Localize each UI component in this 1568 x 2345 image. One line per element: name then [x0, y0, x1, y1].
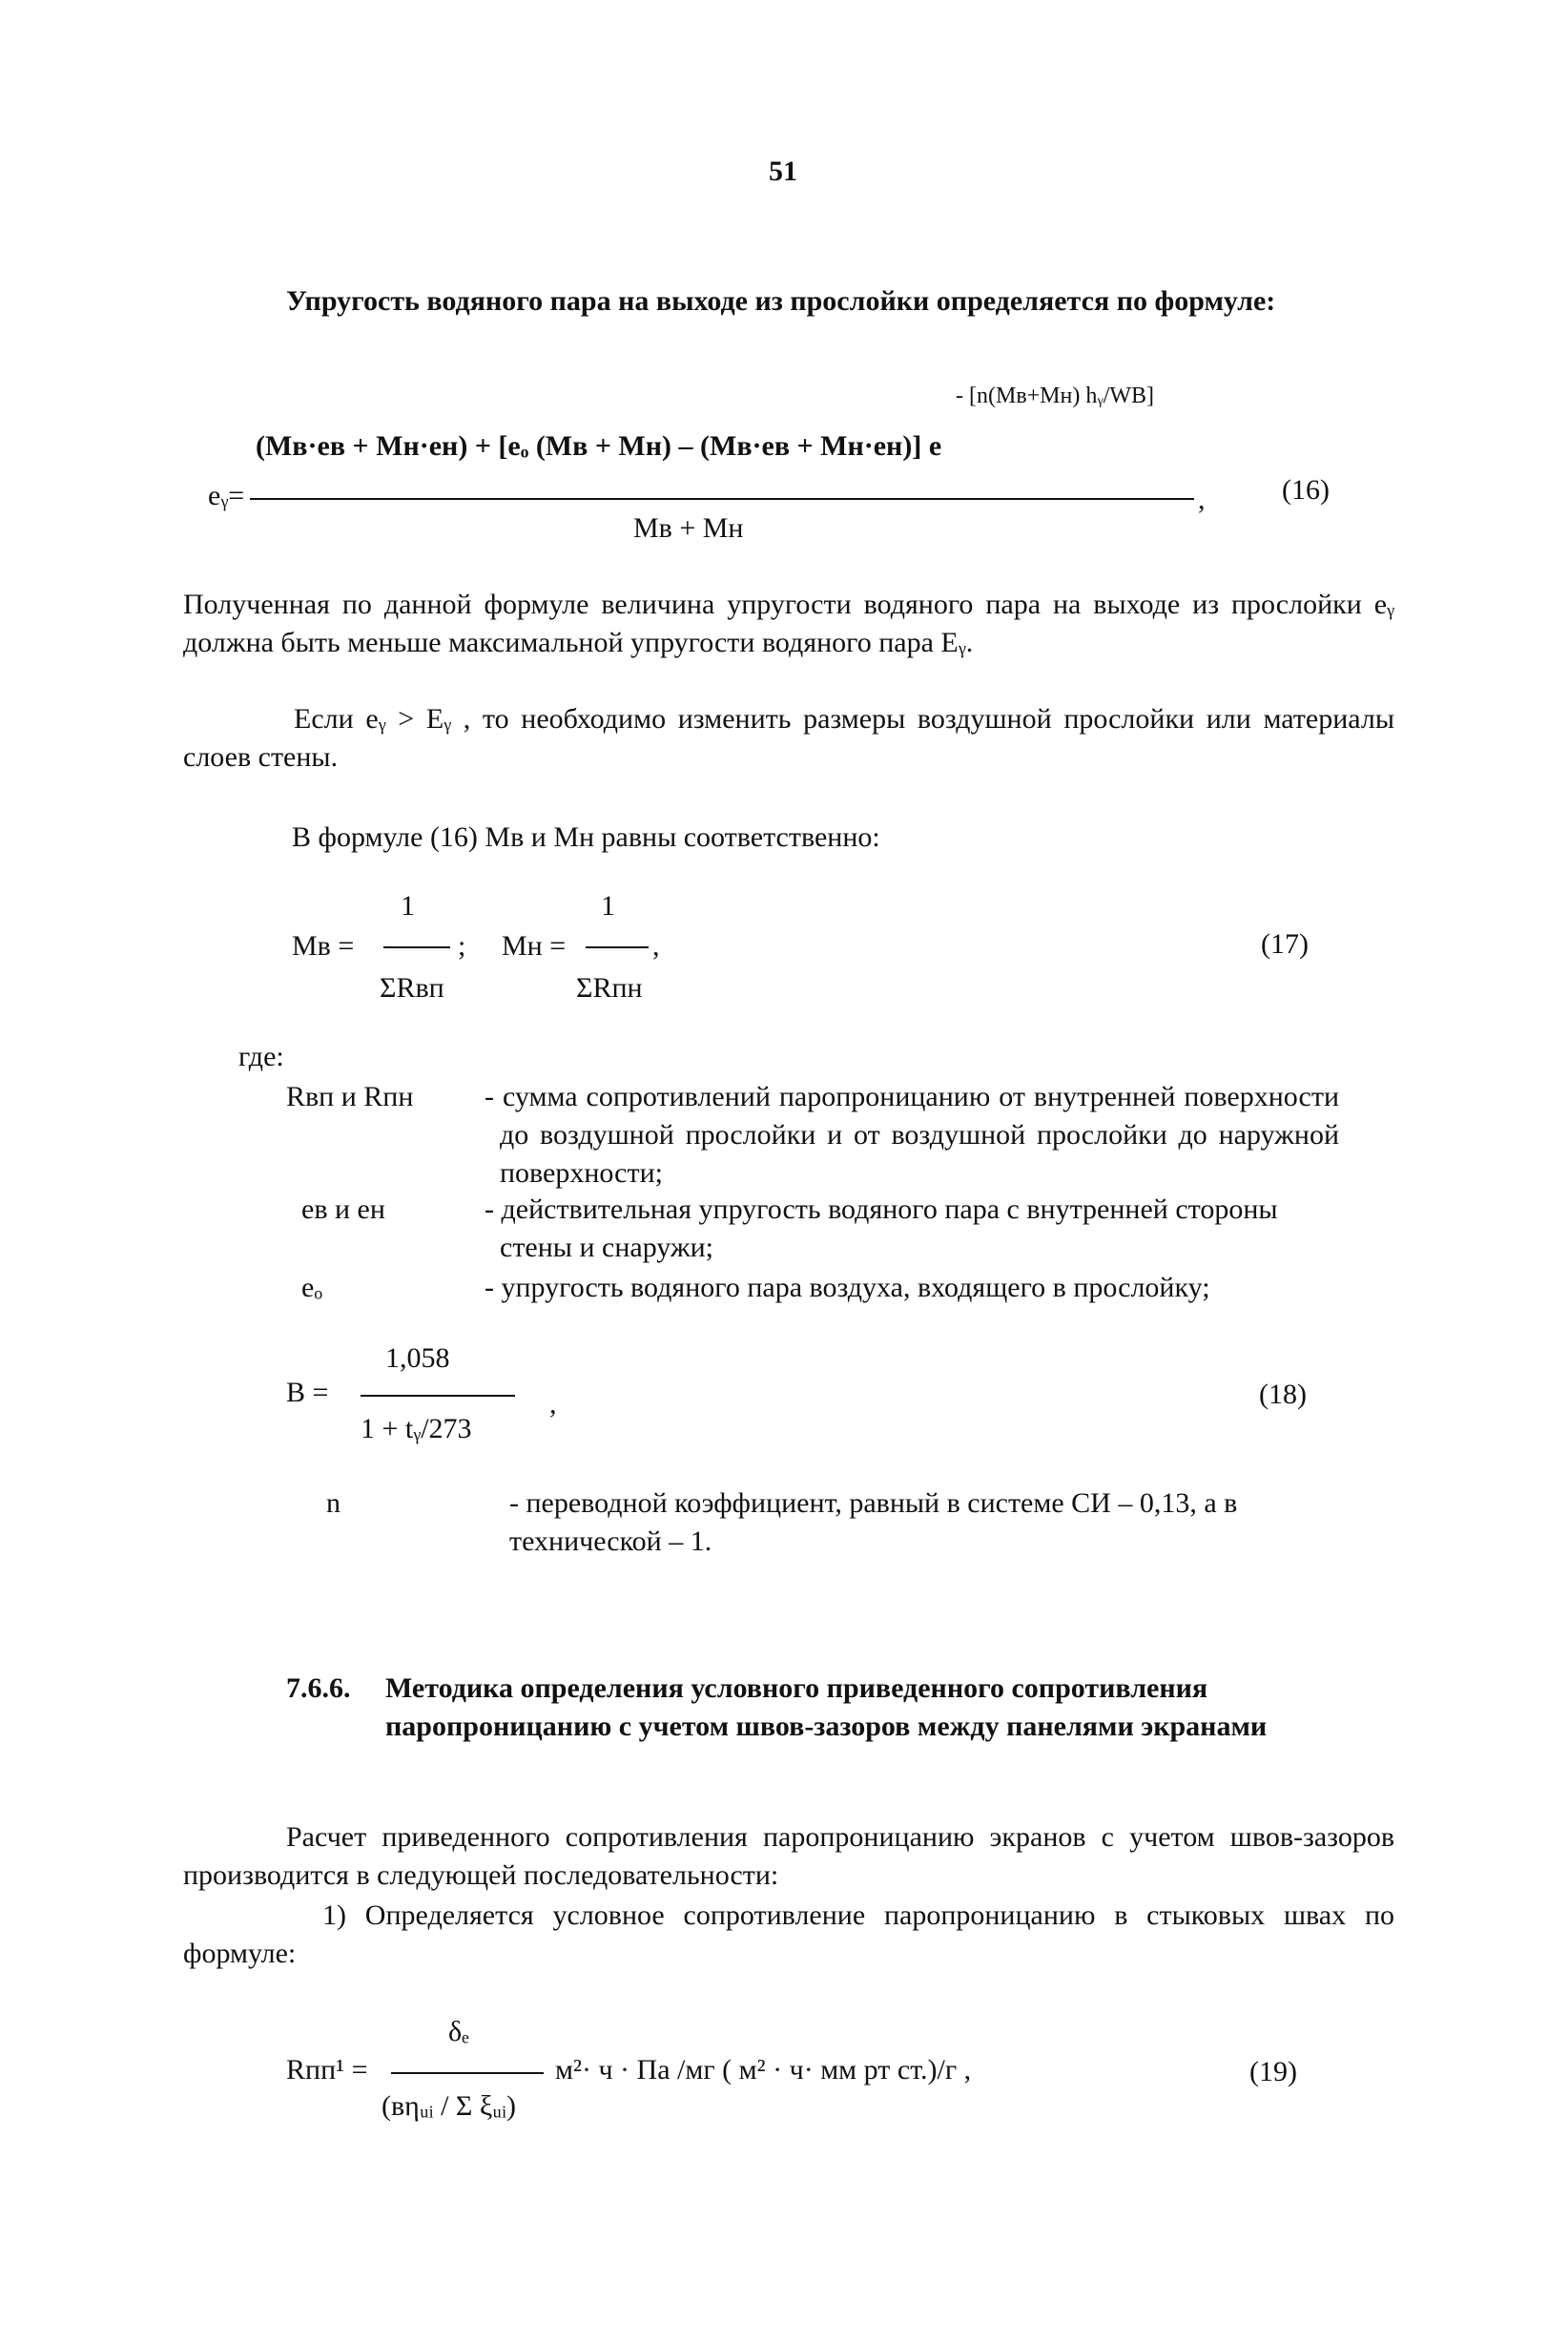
section-title: Методика определения условного приведенного сопротивления паропроницанию с учетом швов-зазоров между панелями экранами [385, 1672, 1268, 1742]
eq18-comma: , [549, 1388, 557, 1420]
eq17-separator: ; [458, 930, 466, 962]
where-label: где: [238, 1041, 284, 1072]
eq19-number: (19) [1249, 2056, 1297, 2087]
paragraph-result: Полученная по данной формуле величина упругости водяного пара на выходе из прослойки eᵧ должна быть меньше максимальной упругости водяного пара Eᵧ. [183, 589, 1394, 658]
eq17-mn-label: Mн = [502, 930, 567, 962]
eq17-mv-label: Mв = [292, 930, 355, 962]
eq17-mv-denominator: ΣRвп [380, 972, 444, 1004]
definition-text: - упругость водяного пара воздуха, входящего в прослойку; [485, 1272, 1210, 1303]
eq16-comma: , [1198, 484, 1206, 515]
eq18-number: (18) [1259, 1379, 1307, 1410]
eq17-number: (17) [1261, 928, 1309, 960]
eq19-denominator: (вηᵤᵢ / Σ ξᵤᵢ) [382, 2090, 516, 2122]
paragraph-calc: Расчет приведенного сопротивления паропроницанию экранов с учетом швов-зазоров производится в следующей последовательности: [183, 1821, 1394, 1891]
section-number: 7.6.6. [286, 1672, 351, 1704]
definition-text: - действительная упругость водяного пара с внутренней стороны стены и снаружи; [485, 1193, 1278, 1263]
definition-text: - сумма сопротивлений паропроницанию от внутренней поверхности до воздушной прослойки и от воздушной прослойки до наружной поверхности; [485, 1081, 1339, 1189]
eq18-lhs: B = [286, 1377, 329, 1408]
eq18-fraction-bar [361, 1395, 515, 1397]
eq16-exponent: - [n(Mв+Mн) hᵧ/WB] [956, 384, 1155, 408]
eq19-units: м²· ч · Па /мг ( м² · ч· мм рт ст.)/г , [555, 2054, 972, 2086]
eq17-mn-bar [586, 946, 649, 948]
eq19-numerator: δₑ [448, 2016, 469, 2047]
eq19-fraction-bar [391, 2072, 544, 2074]
definition-term: eₒ [301, 1272, 322, 1303]
n-definition: - переводной коэффициент, равный в системе СИ – 0,13, а в технической – 1. [509, 1487, 1238, 1557]
eq17-mv-bar [383, 946, 450, 948]
eq19-lhs: Rпп¹ = [286, 2054, 368, 2086]
eq16-fraction-bar [250, 498, 1194, 500]
step-1: 1) Определяется условное сопротивление паропроницанию в стыковых швах по формуле: [183, 1899, 1394, 1969]
n-term: n [326, 1487, 340, 1519]
paragraph-formula16: В формуле (16) Mв и Mн равны соответственно: [292, 821, 880, 853]
eq17-mn-numerator: 1 [601, 890, 615, 922]
eq16-number: (16) [1282, 474, 1330, 506]
eq16-lhs: eᵧ= [208, 480, 245, 511]
eq18-numerator: 1,058 [385, 1342, 450, 1374]
intro-text: Упругость водяного пара на выходе из прослойки определяется по формуле: [286, 285, 1276, 317]
page-number: 51 [769, 156, 797, 187]
eq17-comma: , [652, 930, 660, 962]
eq17-mv-numerator: 1 [401, 890, 415, 922]
paragraph-if: Если eᵧ > Eᵧ , то необходимо изменить размеры воздушной прослойки или материалы слоев стены. [183, 703, 1394, 773]
eq16-numerator: (Mв·eв + Mн·eн) + [eₒ (Mв + Mн) – (Mв·eв + Mн·eн)] e [256, 430, 942, 462]
eq16-denominator: Mв + Mн [633, 512, 744, 544]
definition-term: Rвп и Rпн [286, 1081, 414, 1112]
eq18-denominator: 1 + tᵧ/273 [361, 1413, 472, 1444]
definition-term: eв и eн [301, 1193, 385, 1225]
eq17-mn-denominator: ΣRпн [576, 972, 643, 1004]
